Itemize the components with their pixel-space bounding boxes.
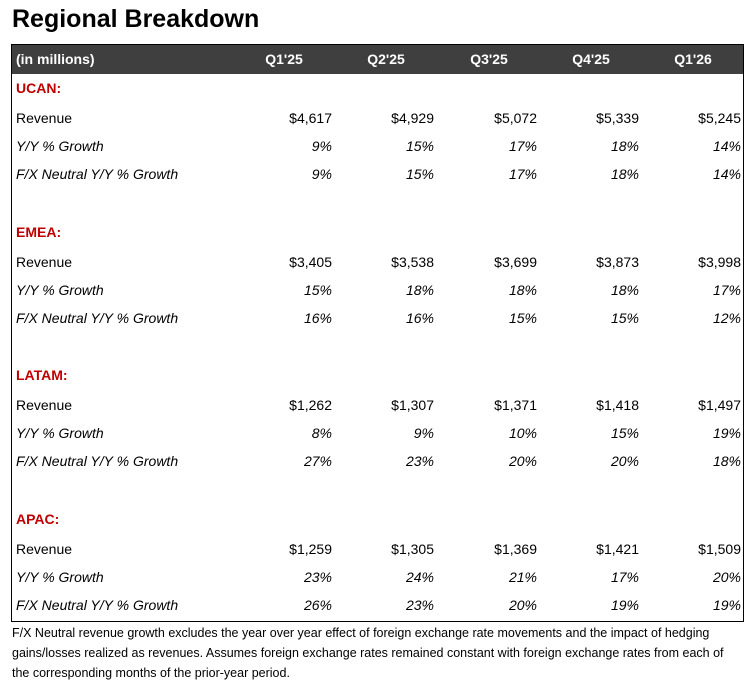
- fx-neutral-growth-cell: 19%: [610, 597, 639, 613]
- yoy-growth-cell: 21%: [508, 569, 537, 585]
- yoy-growth-cell: 8%: [311, 425, 332, 441]
- region-heading-row: [12, 508, 743, 532]
- yoy-growth-label: Y/Y % Growth: [16, 569, 104, 585]
- yoy-growth-row: [12, 422, 743, 446]
- yoy-growth-row: [12, 566, 743, 590]
- revenue-row: [12, 394, 743, 418]
- revenue-cell: $5,072: [494, 110, 537, 126]
- yoy-growth-cell: 15%: [303, 282, 332, 298]
- revenue-cell: $4,929: [391, 110, 434, 126]
- revenue-cell: $1,369: [494, 541, 537, 557]
- yoy-growth-cell: 10%: [508, 425, 537, 441]
- revenue-cell: $5,339: [596, 110, 639, 126]
- column-header-q2-25: Q2'25: [367, 51, 405, 67]
- yoy-growth-cell: 18%: [405, 282, 434, 298]
- column-header-q4-25: Q4'25: [572, 51, 610, 67]
- region-heading-row: [12, 221, 743, 245]
- yoy-growth-cell: 17%: [712, 282, 741, 298]
- revenue-cell: $1,497: [698, 397, 741, 413]
- region-name: APAC:: [16, 511, 60, 527]
- revenue-cell: $4,617: [289, 110, 332, 126]
- fx-neutral-growth-cell: 23%: [405, 453, 434, 469]
- revenue-cell: $3,699: [494, 254, 537, 270]
- yoy-growth-cell: 17%: [610, 569, 639, 585]
- revenue-cell: $1,262: [289, 397, 332, 413]
- column-header-q3-25: Q3'25: [470, 51, 508, 67]
- revenue-row: [12, 251, 743, 275]
- revenue-cell: $1,305: [391, 541, 434, 557]
- revenue-row: [12, 107, 743, 131]
- region-heading-row: [12, 364, 743, 388]
- revenue-cell: $1,371: [494, 397, 537, 413]
- column-header-q1-26: Q1'26: [674, 51, 712, 67]
- revenue-cell: $1,509: [698, 541, 741, 557]
- yoy-growth-cell: 19%: [712, 425, 741, 441]
- yoy-growth-cell: 18%: [610, 282, 639, 298]
- yoy-growth-cell: 17%: [508, 138, 537, 154]
- fx-neutral-growth-cell: 17%: [508, 166, 537, 182]
- yoy-growth-label: Y/Y % Growth: [16, 138, 104, 154]
- revenue-label: Revenue: [16, 254, 73, 270]
- region-name: EMEA:: [16, 224, 62, 240]
- column-header-q1-25: Q1'25: [265, 51, 303, 67]
- fx-neutral-growth-label: F/X Neutral Y/Y % Growth: [16, 453, 179, 469]
- units-label: (in millions): [16, 51, 95, 67]
- fx-neutral-growth-cell: 18%: [712, 453, 741, 469]
- revenue-cell: $1,421: [596, 541, 639, 557]
- fx-neutral-growth-cell: 18%: [610, 166, 639, 182]
- yoy-growth-row: [12, 279, 743, 303]
- revenue-cell: $1,307: [391, 397, 434, 413]
- yoy-growth-cell: 15%: [405, 138, 434, 154]
- fx-neutral-growth-cell: 15%: [508, 310, 537, 326]
- fx-neutral-growth-label: F/X Neutral Y/Y % Growth: [16, 166, 179, 182]
- yoy-growth-row: [12, 135, 743, 159]
- revenue-label: Revenue: [16, 110, 73, 126]
- fx-neutral-growth-label: F/X Neutral Y/Y % Growth: [16, 310, 179, 326]
- yoy-growth-cell: 23%: [303, 569, 332, 585]
- revenue-cell: $3,538: [391, 254, 434, 270]
- yoy-growth-cell: 15%: [610, 425, 639, 441]
- fx-neutral-growth-row: [12, 163, 743, 187]
- fx-neutral-growth-row: [12, 450, 743, 474]
- footnote: F/X Neutral revenue growth excludes the year over year effect of foreign exchange rate movements and the impact of hedging gains/losses realized as revenues. Assumes foreign exchange rates remained constant with foreign exchange rates from each of the corresponding months of the prior-year period.: [12, 626, 724, 680]
- yoy-growth-label: Y/Y % Growth: [16, 425, 104, 441]
- fx-neutral-growth-cell: 27%: [303, 453, 332, 469]
- page-title: Regional Breakdown: [12, 5, 260, 33]
- yoy-growth-cell: 9%: [413, 425, 434, 441]
- revenue-cell: $1,259: [289, 541, 332, 557]
- revenue-cell: $1,418: [596, 397, 639, 413]
- regional-table: [11, 44, 744, 622]
- fx-neutral-growth-cell: 12%: [712, 310, 741, 326]
- revenue-label: Revenue: [16, 541, 73, 557]
- revenue-cell: $3,405: [289, 254, 332, 270]
- yoy-growth-cell: 18%: [508, 282, 537, 298]
- fx-neutral-growth-cell: 9%: [311, 166, 332, 182]
- fx-neutral-growth-cell: 20%: [508, 453, 537, 469]
- fx-neutral-growth-cell: 15%: [405, 166, 434, 182]
- revenue-cell: $3,873: [596, 254, 639, 270]
- revenue-cell: $3,998: [698, 254, 741, 270]
- revenue-row: [12, 538, 743, 562]
- yoy-growth-cell: 18%: [610, 138, 639, 154]
- fx-neutral-growth-label: F/X Neutral Y/Y % Growth: [16, 597, 179, 613]
- yoy-growth-cell: 14%: [712, 138, 741, 154]
- fx-neutral-growth-cell: 14%: [712, 166, 741, 182]
- region-name: LATAM:: [16, 367, 68, 383]
- fx-neutral-growth-row: [12, 594, 743, 618]
- table-header: [12, 45, 743, 74]
- yoy-growth-cell: 20%: [712, 569, 741, 585]
- fx-neutral-growth-cell: 19%: [712, 597, 741, 613]
- fx-neutral-growth-cell: 20%: [610, 453, 639, 469]
- fx-neutral-growth-cell: 16%: [405, 310, 434, 326]
- fx-neutral-growth-cell: 15%: [610, 310, 639, 326]
- region-name: UCAN:: [16, 80, 62, 96]
- revenue-cell: $5,245: [698, 110, 741, 126]
- fx-neutral-growth-row: [12, 307, 743, 331]
- fx-neutral-growth-cell: 20%: [508, 597, 537, 613]
- fx-neutral-growth-cell: 23%: [405, 597, 434, 613]
- fx-neutral-growth-cell: 16%: [303, 310, 332, 326]
- revenue-label: Revenue: [16, 397, 73, 413]
- region-heading-row: [12, 77, 743, 101]
- yoy-growth-label: Y/Y % Growth: [16, 282, 104, 298]
- yoy-growth-cell: 9%: [311, 138, 332, 154]
- fx-neutral-growth-cell: 26%: [303, 597, 332, 613]
- yoy-growth-cell: 24%: [405, 569, 434, 585]
